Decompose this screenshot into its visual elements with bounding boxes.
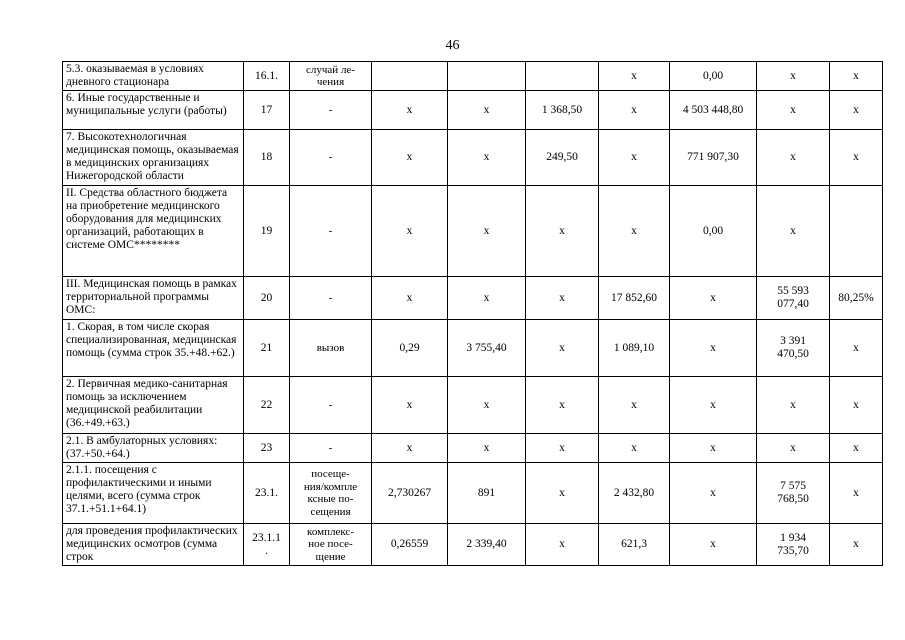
col-oms-per-capita-cell: х	[599, 62, 670, 91]
col-budget-total-cell: х	[670, 320, 757, 377]
financing-table	[62, 61, 883, 566]
page-number: 46	[445, 38, 460, 53]
row-code-cell: 23.1.1 .	[244, 524, 290, 566]
table-row	[63, 130, 883, 186]
row-unit-cell: комплекс- ное посе- щение	[290, 524, 372, 566]
table-row	[63, 463, 883, 524]
row-code-cell: 23.1.	[244, 463, 290, 524]
col-budget-total-cell: 0,00	[670, 186, 757, 277]
col-oms-per-capita-cell: х	[599, 434, 670, 463]
col-budget-total-cell: х	[670, 463, 757, 524]
row-unit-cell: -	[290, 277, 372, 320]
table-body	[63, 62, 883, 566]
col-cost-norm-cell: х	[448, 277, 526, 320]
col-cost-norm-cell: 2 339,40	[448, 524, 526, 566]
col-percent-cell: х	[830, 463, 883, 524]
col-volume-norm-cell: х	[372, 277, 448, 320]
table-row	[63, 524, 883, 566]
row-unit-cell: -	[290, 91, 372, 130]
row-name-cell: III. Медицинская помощь в рамках территориальной программы ОМС:	[63, 277, 244, 320]
row-code-cell: 23	[244, 434, 290, 463]
col-volume-norm-cell: х	[372, 434, 448, 463]
row-code-cell: 17	[244, 91, 290, 130]
col-budget-per-capita-cell: х	[526, 186, 599, 277]
col-oms-total-cell: 7 575 768,50	[757, 463, 830, 524]
col-percent-cell: х	[830, 524, 883, 566]
row-code-cell: 19	[244, 186, 290, 277]
col-budget-per-capita-cell: х	[526, 434, 599, 463]
col-oms-total-cell: 1 934 735,70	[757, 524, 830, 566]
col-volume-norm-cell: х	[372, 130, 448, 186]
col-percent-cell: х	[830, 130, 883, 186]
row-name-cell: 7. Высокотехнологичная медицинская помощь, оказываемая в медицинских организациях Нижегородской области	[63, 130, 244, 186]
col-oms-total-cell: х	[757, 186, 830, 277]
col-oms-per-capita-cell: 17 852,60	[599, 277, 670, 320]
table-row	[63, 277, 883, 320]
table-row	[63, 91, 883, 130]
col-oms-total-cell: 3 391 470,50	[757, 320, 830, 377]
col-budget-per-capita-cell: х	[526, 524, 599, 566]
col-oms-total-cell: х	[757, 91, 830, 130]
col-budget-per-capita-cell: х	[526, 277, 599, 320]
col-budget-total-cell: х	[670, 434, 757, 463]
col-budget-per-capita-cell: 1 368,50	[526, 91, 599, 130]
col-percent-cell: х	[830, 434, 883, 463]
col-cost-norm-cell: х	[448, 91, 526, 130]
col-oms-per-capita-cell: х	[599, 377, 670, 434]
col-percent-cell	[830, 186, 883, 277]
col-oms-per-capita-cell: 1 089,10	[599, 320, 670, 377]
col-cost-norm-cell: х	[448, 434, 526, 463]
col-budget-total-cell: х	[670, 524, 757, 566]
row-unit-cell: случай ле- чения	[290, 62, 372, 91]
col-percent-cell: х	[830, 320, 883, 377]
table-row	[63, 186, 883, 277]
col-oms-total-cell: х	[757, 377, 830, 434]
row-unit-cell: вызов	[290, 320, 372, 377]
row-unit-cell: -	[290, 434, 372, 463]
row-name-cell: 6. Иные государственные и муниципальные услуги (работы)	[63, 91, 244, 130]
col-volume-norm-cell: х	[372, 91, 448, 130]
col-oms-total-cell: х	[757, 62, 830, 91]
row-code-cell: 21	[244, 320, 290, 377]
col-oms-per-capita-cell: х	[599, 186, 670, 277]
col-budget-total-cell: 0,00	[670, 62, 757, 91]
col-volume-norm-cell: х	[372, 186, 448, 277]
col-volume-norm-cell: 2,730267	[372, 463, 448, 524]
row-name-cell: 2.1.1. посещения с профилактическими и иными целями, всего (сумма строк 37.1.+51.1+64.1)	[63, 463, 244, 524]
col-oms-per-capita-cell: 2 432,80	[599, 463, 670, 524]
row-name-cell: 5.3. оказываемая в условиях дневного стационара	[63, 62, 244, 91]
row-code-cell: 18	[244, 130, 290, 186]
col-cost-norm-cell: х	[448, 377, 526, 434]
table-row	[63, 377, 883, 434]
col-cost-norm-cell: х	[448, 186, 526, 277]
col-budget-total-cell: 771 907,30	[670, 130, 757, 186]
col-volume-norm-cell: 0,29	[372, 320, 448, 377]
col-oms-total-cell: х	[757, 130, 830, 186]
col-percent-cell: х	[830, 62, 883, 91]
col-cost-norm-cell	[448, 62, 526, 91]
row-code-cell: 20	[244, 277, 290, 320]
col-budget-per-capita-cell	[526, 62, 599, 91]
col-cost-norm-cell: 3 755,40	[448, 320, 526, 377]
col-budget-total-cell: х	[670, 277, 757, 320]
row-code-cell: 16.1.	[244, 62, 290, 91]
col-percent-cell: 80,25%	[830, 277, 883, 320]
col-oms-total-cell: 55 593 077,40	[757, 277, 830, 320]
col-oms-per-capita-cell: 621,3	[599, 524, 670, 566]
col-oms-per-capita-cell: х	[599, 130, 670, 186]
row-unit-cell: посеще- ния/компле ксные по- сещения	[290, 463, 372, 524]
col-oms-per-capita-cell: х	[599, 91, 670, 130]
row-name-cell: II. Средства областного бюджета на приобретение медицинского оборудования для медицинских организаций, работающих в системе ОМС********	[63, 186, 244, 277]
row-unit-cell: -	[290, 377, 372, 434]
row-name-cell: 2.1. В амбулаторных условиях: (37.+50.+64.)	[63, 434, 244, 463]
col-oms-total-cell: х	[757, 434, 830, 463]
col-percent-cell: х	[830, 377, 883, 434]
row-unit-cell: -	[290, 130, 372, 186]
col-percent-cell: х	[830, 91, 883, 130]
col-budget-total-cell: 4 503 448,80	[670, 91, 757, 130]
table-row	[63, 320, 883, 377]
table-row	[63, 434, 883, 463]
col-cost-norm-cell: х	[448, 130, 526, 186]
table-row	[63, 62, 883, 91]
row-unit-cell: -	[290, 186, 372, 277]
col-budget-total-cell: х	[670, 377, 757, 434]
row-code-cell: 22	[244, 377, 290, 434]
col-budget-per-capita-cell: х	[526, 377, 599, 434]
col-volume-norm-cell: 0,26559	[372, 524, 448, 566]
col-budget-per-capita-cell: х	[526, 463, 599, 524]
row-name-cell: для проведения профилактических медицинских осмотров (сумма строк	[63, 524, 244, 566]
row-name-cell: 2. Первичная медико-санитарная помощь за исключением медицинской реабилитации (36.+49.+63.)	[63, 377, 244, 434]
col-budget-per-capita-cell: х	[526, 320, 599, 377]
col-volume-norm-cell: х	[372, 377, 448, 434]
col-cost-norm-cell: 891	[448, 463, 526, 524]
col-budget-per-capita-cell: 249,50	[526, 130, 599, 186]
row-name-cell: 1. Скорая, в том числе скорая специализированная, медицинская помощь (сумма строк 35.+48.+62.)	[63, 320, 244, 377]
col-volume-norm-cell	[372, 62, 448, 91]
